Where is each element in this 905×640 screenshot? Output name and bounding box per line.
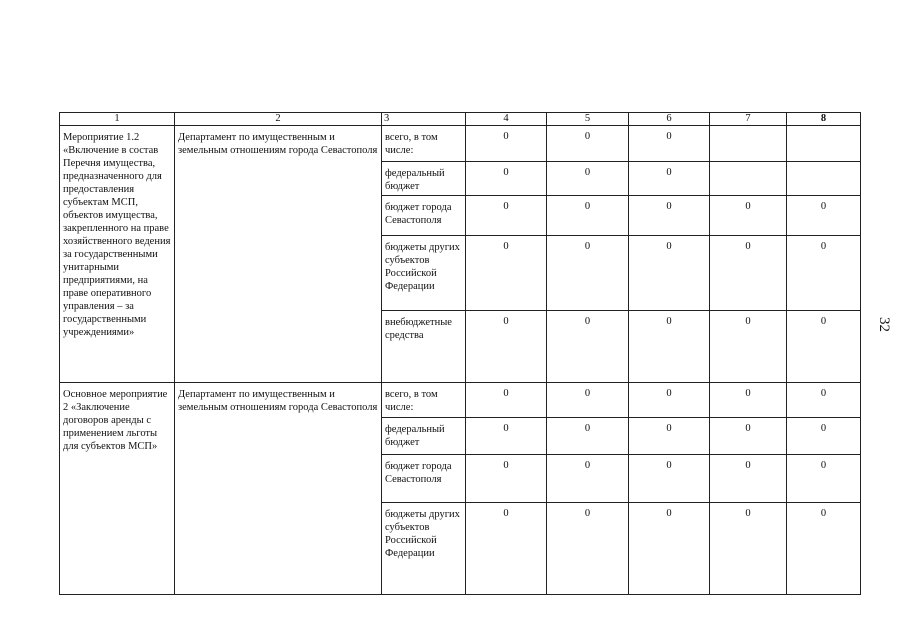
value-cell: 0: [629, 311, 710, 383]
value-cell: 0: [547, 196, 629, 236]
value-cell: 0: [547, 236, 629, 311]
value-cell: [787, 126, 861, 162]
header-cell-5: 5: [547, 113, 629, 126]
funding-source: федеральный бюджет: [382, 418, 466, 455]
activity-description: Мероприятие 1.2 «Включение в состав Перечня имущества, предназначенного для предоставления субъектам МСП, объектов имущества, закрепленного на праве хозяйственного ведения за государственными унитарными предприятиями, на праве оперативного управления – за государственными учреждениями»: [60, 126, 175, 383]
header-cell-2: 2: [175, 113, 382, 126]
funding-source: всего, в том числе:: [382, 383, 466, 418]
value-cell: 0: [629, 383, 710, 418]
page-number: 32: [876, 317, 892, 332]
value-cell: 0: [710, 196, 787, 236]
header-cell-8: 8: [787, 113, 861, 126]
value-cell: 0: [547, 455, 629, 503]
header-cell-6: 6: [629, 113, 710, 126]
value-cell: 0: [466, 311, 547, 383]
value-cell: 0: [466, 383, 547, 418]
value-cell: 0: [787, 455, 861, 503]
value-cell: 0: [787, 418, 861, 455]
value-cell: [710, 126, 787, 162]
funding-source: бюджеты других субъектов Российской Федерации: [382, 236, 466, 311]
header-cell-7: 7: [710, 113, 787, 126]
funding-source: федеральный бюджет: [382, 162, 466, 196]
value-cell: 0: [629, 503, 710, 595]
responsible-department: Департамент по имущественным и земельным отношениям города Севастополя: [175, 383, 382, 595]
value-cell: 0: [547, 162, 629, 196]
header-cell-4: 4: [466, 113, 547, 126]
value-cell: 0: [466, 455, 547, 503]
value-cell: 0: [787, 503, 861, 595]
value-cell: 0: [710, 418, 787, 455]
header-cell-3: 3: [382, 113, 466, 126]
funding-source: внебюджетные средства: [382, 311, 466, 383]
header-row: [60, 113, 861, 126]
table-row: [60, 126, 861, 162]
value-cell: 0: [466, 126, 547, 162]
value-cell: 0: [787, 311, 861, 383]
value-cell: 0: [547, 418, 629, 455]
value-cell: [710, 162, 787, 196]
value-cell: 0: [710, 455, 787, 503]
value-cell: 0: [629, 236, 710, 311]
value-cell: 0: [787, 196, 861, 236]
funding-source: бюджеты других субъектов Российской Федерации: [382, 503, 466, 595]
value-cell: 0: [710, 236, 787, 311]
value-cell: 0: [787, 236, 861, 311]
value-cell: 0: [466, 162, 547, 196]
value-cell: 0: [710, 383, 787, 418]
value-cell: 0: [629, 126, 710, 162]
value-cell: 0: [710, 503, 787, 595]
budget-table: [59, 112, 861, 595]
funding-source: бюджет города Севастополя: [382, 455, 466, 503]
value-cell: 0: [466, 196, 547, 236]
value-cell: 0: [629, 196, 710, 236]
value-cell: 0: [629, 418, 710, 455]
value-cell: 0: [787, 383, 861, 418]
value-cell: 0: [547, 383, 629, 418]
value-cell: 0: [629, 455, 710, 503]
value-cell: 0: [629, 162, 710, 196]
value-cell: 0: [710, 311, 787, 383]
value-cell: [787, 162, 861, 196]
value-cell: 0: [547, 503, 629, 595]
header-cell-1: 1: [60, 113, 175, 126]
value-cell: 0: [547, 311, 629, 383]
value-cell: 0: [547, 126, 629, 162]
value-cell: 0: [466, 503, 547, 595]
table-row: [60, 383, 861, 418]
responsible-department: Департамент по имущественным и земельным отношениям города Севастополя: [175, 126, 382, 383]
value-cell: 0: [466, 418, 547, 455]
funding-source: бюджет города Севастополя: [382, 196, 466, 236]
funding-source: всего, в том числе:: [382, 126, 466, 162]
value-cell: 0: [466, 236, 547, 311]
activity-description: Основное мероприятие 2 «Заключение договоров аренды с применением льготы для субъектов МСП»: [60, 383, 175, 595]
